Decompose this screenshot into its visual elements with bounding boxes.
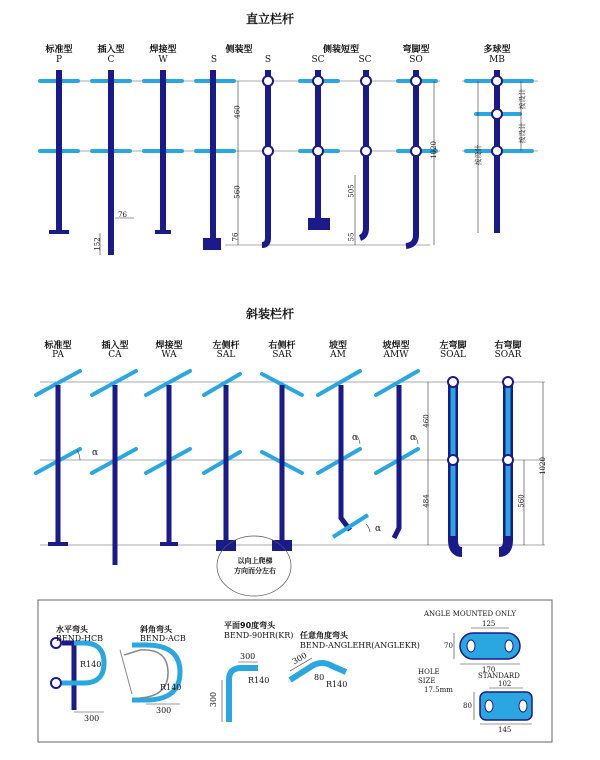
bend-angle-code: BEND-ANGLEHR(ANGLEKR) bbox=[300, 641, 420, 650]
alpha-label: α bbox=[352, 433, 359, 443]
inclined-posts bbox=[58, 385, 399, 565]
type-caption-cn: 坡焊型 bbox=[382, 341, 410, 351]
bend-length: 300 bbox=[240, 652, 256, 661]
type-caption-cn: 右侧杆 bbox=[268, 341, 296, 351]
dim-76: 76 bbox=[231, 232, 240, 242]
type-caption-code: S bbox=[210, 55, 218, 65]
inclined-section-title: 斜装栏杆 bbox=[246, 307, 295, 321]
type-caption-code: AM bbox=[330, 350, 346, 360]
type-caption-cn: 多球型 bbox=[483, 45, 511, 55]
dim-1020: 1020 bbox=[429, 141, 438, 159]
dim-design: 按设计 bbox=[518, 88, 527, 110]
straight-section-title: 直立栏杆 bbox=[246, 12, 295, 26]
ring-joints bbox=[263, 76, 502, 156]
alpha-label: α bbox=[92, 448, 99, 458]
type-caption-cn: 焊接型 bbox=[155, 341, 183, 351]
side-plate bbox=[203, 238, 221, 250]
bend-length: 300 bbox=[290, 650, 309, 667]
bend-90-code: BEND-90HR(KR) bbox=[224, 631, 294, 640]
dim-55: 55 bbox=[347, 232, 356, 242]
stair-note bbox=[227, 556, 283, 576]
bend-hcb-cn: 水平弯头 bbox=[56, 625, 88, 634]
post-so bbox=[406, 70, 416, 246]
type-caption-code: W bbox=[158, 55, 168, 65]
hole-label: HOLE bbox=[418, 668, 440, 676]
type-caption-cn: 焊接型 bbox=[149, 45, 177, 55]
type-caption-code: C bbox=[107, 55, 115, 65]
bend-hcb-code: BEND-HCB bbox=[56, 634, 103, 643]
type-caption-code: SC bbox=[358, 55, 372, 65]
soal-post bbox=[448, 377, 462, 552]
type-caption-cn: 左侧杆 bbox=[212, 341, 240, 351]
post-s2 bbox=[262, 70, 268, 245]
type-caption-code: WA bbox=[161, 350, 177, 360]
bend-length: 300 bbox=[84, 714, 100, 723]
type-caption-cn: 插入型 bbox=[97, 45, 125, 55]
bend-radius: R140 bbox=[248, 676, 270, 685]
side-plate bbox=[308, 218, 330, 230]
bend-radius: R140 bbox=[326, 680, 348, 689]
bend-90 bbox=[222, 662, 258, 722]
plate-angle-total: 170 bbox=[482, 666, 496, 674]
bend-radius: R140 bbox=[80, 660, 102, 669]
bend-angle-cn: 任意角度弯头 bbox=[300, 631, 348, 640]
alpha-label: α bbox=[410, 433, 417, 443]
bend-acb-cn: 斜角弯头 bbox=[140, 625, 172, 634]
bend-radius: R140 bbox=[160, 683, 182, 692]
dim-460: 460 bbox=[422, 414, 431, 428]
type-caption-cn: 左弯脚 bbox=[439, 341, 467, 351]
dim-560: 560 bbox=[517, 494, 526, 508]
bend-90-cn: 平面90度弯头 bbox=[224, 621, 276, 630]
stair-note-line: 以向上爬梯 bbox=[237, 557, 273, 565]
type-caption-code: SO bbox=[409, 55, 423, 65]
dim-460: 460 bbox=[233, 105, 242, 119]
type-caption-code: SAR bbox=[272, 350, 292, 360]
bend-hcb bbox=[51, 638, 104, 712]
plate-standard-label: STANDARD bbox=[478, 672, 520, 680]
plate-angle-height: 70 bbox=[444, 642, 453, 650]
dim-484: 484 bbox=[422, 494, 431, 508]
slope-foot bbox=[333, 515, 368, 537]
dim-152: 152 bbox=[93, 237, 102, 251]
type-caption-code: CA bbox=[108, 350, 122, 360]
dim-design: 按设计 bbox=[474, 144, 483, 166]
type-caption-code: PA bbox=[52, 350, 64, 360]
type-caption-cn: 侧装型 bbox=[225, 45, 253, 55]
type-caption-code: SC bbox=[311, 55, 325, 65]
straight-posts bbox=[59, 70, 497, 255]
bend-angle-value: 80 bbox=[314, 673, 325, 682]
type-caption-cn: 侧装短型 bbox=[322, 45, 359, 55]
bend-panel bbox=[38, 600, 552, 742]
type-caption-code: AMW bbox=[383, 350, 409, 360]
bend-length: 300 bbox=[156, 706, 172, 715]
type-caption-code: MB bbox=[489, 55, 505, 65]
base-plate bbox=[49, 230, 69, 234]
plate-angle-label: ANGLE MOUNTED ONLY bbox=[424, 610, 516, 618]
inclined-dim-lines bbox=[428, 382, 543, 545]
type-caption-cn: 标准型 bbox=[44, 341, 72, 351]
plate-angle-width: 125 bbox=[482, 620, 496, 628]
dim-505: 505 bbox=[347, 184, 356, 198]
alpha-label: α bbox=[375, 524, 382, 534]
hole-size: 17.5mm bbox=[424, 686, 453, 694]
soar-post bbox=[499, 377, 513, 552]
plate-angle-mounted bbox=[454, 628, 520, 664]
dim-1020: 1020 bbox=[538, 457, 547, 475]
type-caption-code: P bbox=[55, 55, 63, 65]
type-caption-code: SOAR bbox=[494, 350, 522, 360]
plate-standard-width: 102 bbox=[498, 680, 512, 688]
type-caption-code: SOAL bbox=[439, 350, 467, 360]
plate-standard bbox=[474, 688, 532, 724]
bend-length: 300 bbox=[209, 691, 219, 708]
dim-76: 76 bbox=[118, 211, 127, 219]
dim-design: 按设计 bbox=[518, 122, 527, 144]
bend-acb-code: BEND-ACB bbox=[140, 634, 186, 643]
type-caption-cn: 插入型 bbox=[101, 341, 129, 351]
type-caption-cn: 坡型 bbox=[328, 341, 347, 351]
stair-note-line: 方向而分左右 bbox=[234, 567, 276, 575]
type-caption-code: S bbox=[264, 55, 272, 65]
type-caption-cn: 右弯脚 bbox=[494, 341, 522, 351]
type-caption-cn: 弯脚型 bbox=[402, 45, 430, 55]
base-plate bbox=[155, 230, 171, 234]
type-caption-code: SAL bbox=[216, 350, 236, 360]
dim-560: 560 bbox=[233, 185, 242, 199]
type-caption-cn: 标准型 bbox=[45, 45, 73, 55]
plate-standard-height: 80 bbox=[463, 702, 472, 710]
plate-standard-total: 145 bbox=[498, 726, 512, 734]
bend-acb bbox=[120, 645, 180, 704]
hole-label: SIZE bbox=[418, 677, 436, 685]
